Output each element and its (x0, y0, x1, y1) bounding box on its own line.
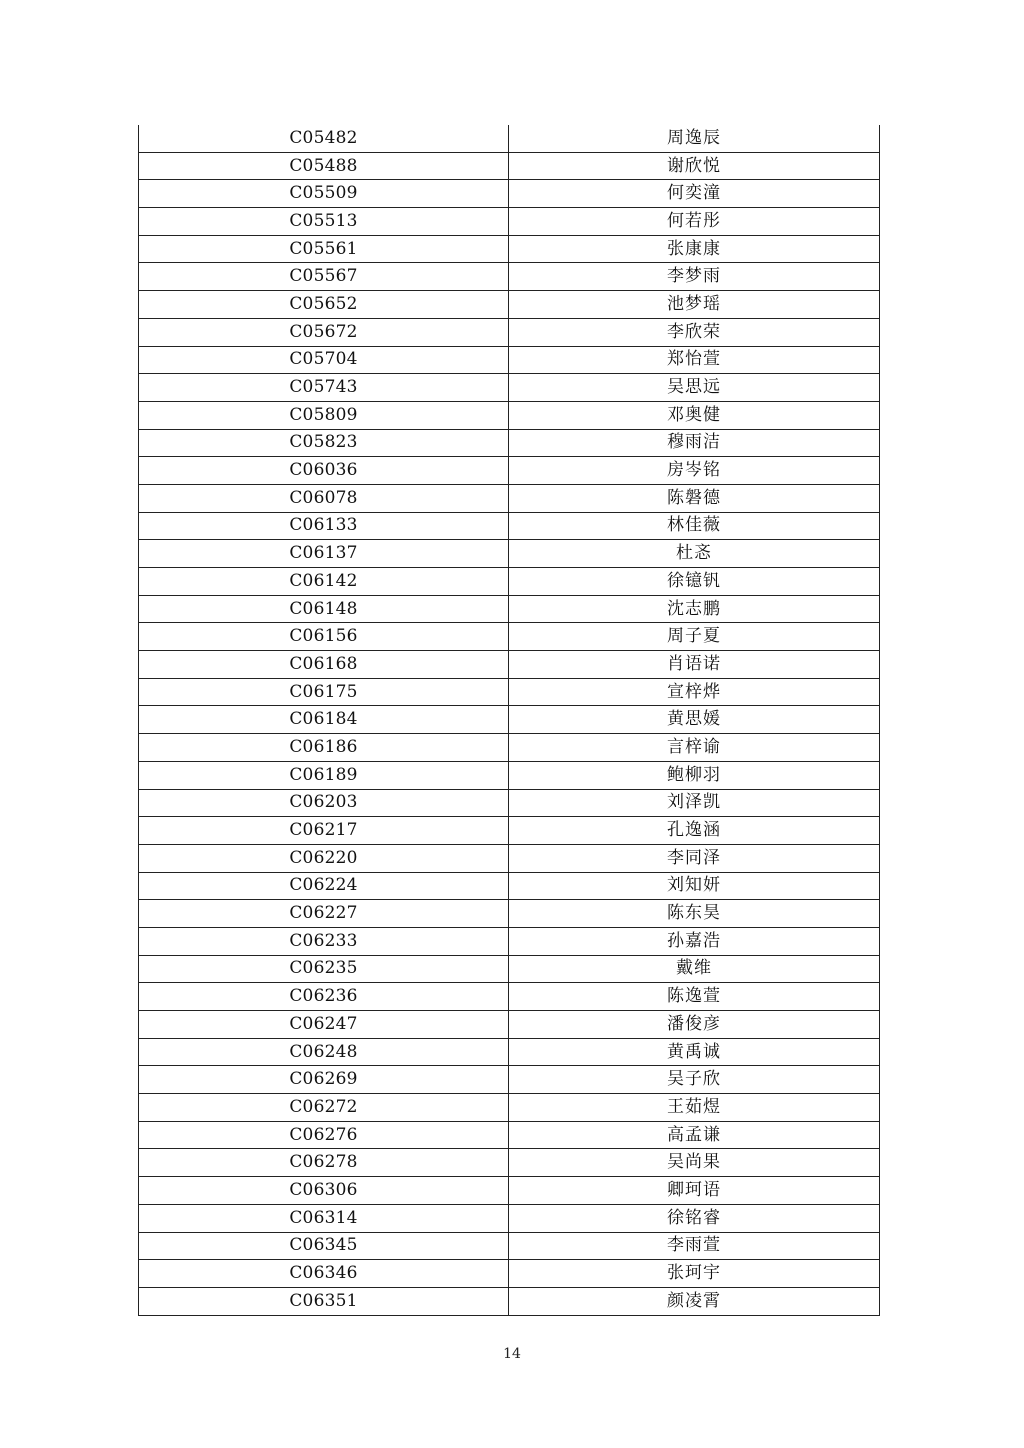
table-row (139, 1177, 880, 1205)
candidate-id-cell: C05561 (139, 235, 509, 263)
candidate-id-cell: C06306 (139, 1177, 509, 1205)
candidate-id-cell: C05823 (139, 429, 509, 457)
candidate-name-cell: 言梓谕 (509, 734, 880, 762)
table-row (139, 1287, 880, 1315)
candidate-id-cell: C06078 (139, 484, 509, 512)
candidate-name-cell: 李欣荣 (509, 318, 880, 346)
table-row (139, 125, 880, 152)
candidate-name-cell: 戴维 (509, 955, 880, 983)
table-row (139, 263, 880, 291)
table-row (139, 651, 880, 679)
table-row (139, 1094, 880, 1122)
candidate-id-cell: C06168 (139, 651, 509, 679)
candidate-id-cell: C06227 (139, 900, 509, 928)
candidate-name-cell: 刘知妍 (509, 872, 880, 900)
table-row (139, 927, 880, 955)
candidate-name-cell: 周子夏 (509, 623, 880, 651)
candidate-name-cell: 卿珂语 (509, 1177, 880, 1205)
candidate-id-cell: C06269 (139, 1066, 509, 1094)
candidate-name-cell: 何若彤 (509, 208, 880, 236)
candidate-id-cell: C06278 (139, 1149, 509, 1177)
candidate-name-cell: 王茹煜 (509, 1094, 880, 1122)
table-row (139, 318, 880, 346)
table-row (139, 152, 880, 180)
table-row (139, 568, 880, 596)
candidate-name-cell: 孙嘉浩 (509, 927, 880, 955)
candidate-id-cell: C06346 (139, 1260, 509, 1288)
candidate-id-cell: C06186 (139, 734, 509, 762)
table-row (139, 678, 880, 706)
candidate-id-cell: C06235 (139, 955, 509, 983)
table-row (139, 734, 880, 762)
candidate-id-cell: C05809 (139, 401, 509, 429)
table-row (139, 484, 880, 512)
candidate-id-cell: C06233 (139, 927, 509, 955)
candidate-name-cell: 潘俊彦 (509, 1011, 880, 1039)
candidate-id-cell: C06175 (139, 678, 509, 706)
candidate-name-cell: 吴尚果 (509, 1149, 880, 1177)
table-row (139, 457, 880, 485)
candidate-name-cell: 徐铭睿 (509, 1204, 880, 1232)
candidate-id-cell: C06203 (139, 789, 509, 817)
table-row (139, 900, 880, 928)
candidate-id-cell: C06247 (139, 1011, 509, 1039)
candidate-id-cell: C06189 (139, 761, 509, 789)
candidate-name-cell: 宣梓烨 (509, 678, 880, 706)
table-row (139, 1011, 880, 1039)
candidate-name-cell: 沈志鹏 (509, 595, 880, 623)
candidate-id-cell: C06142 (139, 568, 509, 596)
candidate-id-cell: C05743 (139, 374, 509, 402)
candidate-id-cell: C06184 (139, 706, 509, 734)
table-row (139, 540, 880, 568)
table-row (139, 1038, 880, 1066)
roster-table (138, 125, 880, 1316)
candidate-name-cell: 颜凌霄 (509, 1287, 880, 1315)
table-row (139, 706, 880, 734)
candidate-id-cell: C05704 (139, 346, 509, 374)
table-row (139, 346, 880, 374)
candidate-name-cell: 李同泽 (509, 844, 880, 872)
candidate-id-cell: C06224 (139, 872, 509, 900)
candidate-id-cell: C05482 (139, 125, 509, 152)
candidate-id-cell: C06351 (139, 1287, 509, 1315)
table-row (139, 208, 880, 236)
table-row (139, 180, 880, 208)
candidate-name-cell: 陈东昊 (509, 900, 880, 928)
candidate-id-cell: C06220 (139, 844, 509, 872)
table-row (139, 291, 880, 319)
table-row (139, 623, 880, 651)
table-row (139, 401, 880, 429)
candidate-id-cell: C05672 (139, 318, 509, 346)
table-row (139, 235, 880, 263)
page-number: 14 (503, 1346, 521, 1362)
candidate-name-cell: 鲍柳羽 (509, 761, 880, 789)
candidate-name-cell: 邓奥健 (509, 401, 880, 429)
candidate-name-cell: 孔逸涵 (509, 817, 880, 845)
candidate-name-cell: 陈逸萱 (509, 983, 880, 1011)
candidate-id-cell: C06137 (139, 540, 509, 568)
table-row (139, 789, 880, 817)
candidate-name-cell: 肖语诺 (509, 651, 880, 679)
candidate-id-cell: C06133 (139, 512, 509, 540)
table-row (139, 1121, 880, 1149)
table-row (139, 955, 880, 983)
candidate-name-cell: 池梦瑶 (509, 291, 880, 319)
candidate-id-cell: C06217 (139, 817, 509, 845)
table-row (139, 429, 880, 457)
table-row (139, 817, 880, 845)
table-row (139, 374, 880, 402)
candidate-id-cell: C06036 (139, 457, 509, 485)
candidate-name-cell: 何奕潼 (509, 180, 880, 208)
table-row (139, 1232, 880, 1260)
candidate-name-cell: 吴子欣 (509, 1066, 880, 1094)
candidate-id-cell: C05509 (139, 180, 509, 208)
candidate-name-cell: 林佳薇 (509, 512, 880, 540)
candidate-name-cell: 黄思媛 (509, 706, 880, 734)
candidate-id-cell: C05567 (139, 263, 509, 291)
candidate-name-cell: 陈磐德 (509, 484, 880, 512)
candidate-name-cell: 吴思远 (509, 374, 880, 402)
candidate-id-cell: C06148 (139, 595, 509, 623)
candidate-name-cell: 徐镱钒 (509, 568, 880, 596)
candidate-id-cell: C06272 (139, 1094, 509, 1122)
candidate-name-cell: 李梦雨 (509, 263, 880, 291)
candidate-name-cell: 郑怡萱 (509, 346, 880, 374)
candidate-name-cell: 杜忞 (509, 540, 880, 568)
table-row (139, 595, 880, 623)
table-row (139, 761, 880, 789)
candidate-name-cell: 张珂宇 (509, 1260, 880, 1288)
candidate-id-cell: C06314 (139, 1204, 509, 1232)
candidate-id-cell: C05488 (139, 152, 509, 180)
table-row (139, 844, 880, 872)
candidate-id-cell: C06236 (139, 983, 509, 1011)
candidate-name-cell: 张康康 (509, 235, 880, 263)
candidate-name-cell: 穆雨洁 (509, 429, 880, 457)
table-row (139, 1066, 880, 1094)
table-row (139, 1260, 880, 1288)
candidate-id-cell: C06276 (139, 1121, 509, 1149)
candidate-name-cell: 李雨萱 (509, 1232, 880, 1260)
candidate-name-cell: 黄禹诚 (509, 1038, 880, 1066)
candidate-name-cell: 高孟谦 (509, 1121, 880, 1149)
candidate-name-cell: 周逸辰 (509, 125, 880, 152)
table-row (139, 1204, 880, 1232)
candidate-name-cell: 谢欣悦 (509, 152, 880, 180)
candidate-id-cell: C06345 (139, 1232, 509, 1260)
table-row (139, 983, 880, 1011)
table-row (139, 512, 880, 540)
candidate-id-cell: C05652 (139, 291, 509, 319)
candidate-id-cell: C06248 (139, 1038, 509, 1066)
table-row (139, 872, 880, 900)
roster-table-body (139, 125, 880, 1315)
candidate-name-cell: 房岑铭 (509, 457, 880, 485)
candidate-id-cell: C06156 (139, 623, 509, 651)
candidate-name-cell: 刘泽凯 (509, 789, 880, 817)
table-row (139, 1149, 880, 1177)
candidate-id-cell: C05513 (139, 208, 509, 236)
